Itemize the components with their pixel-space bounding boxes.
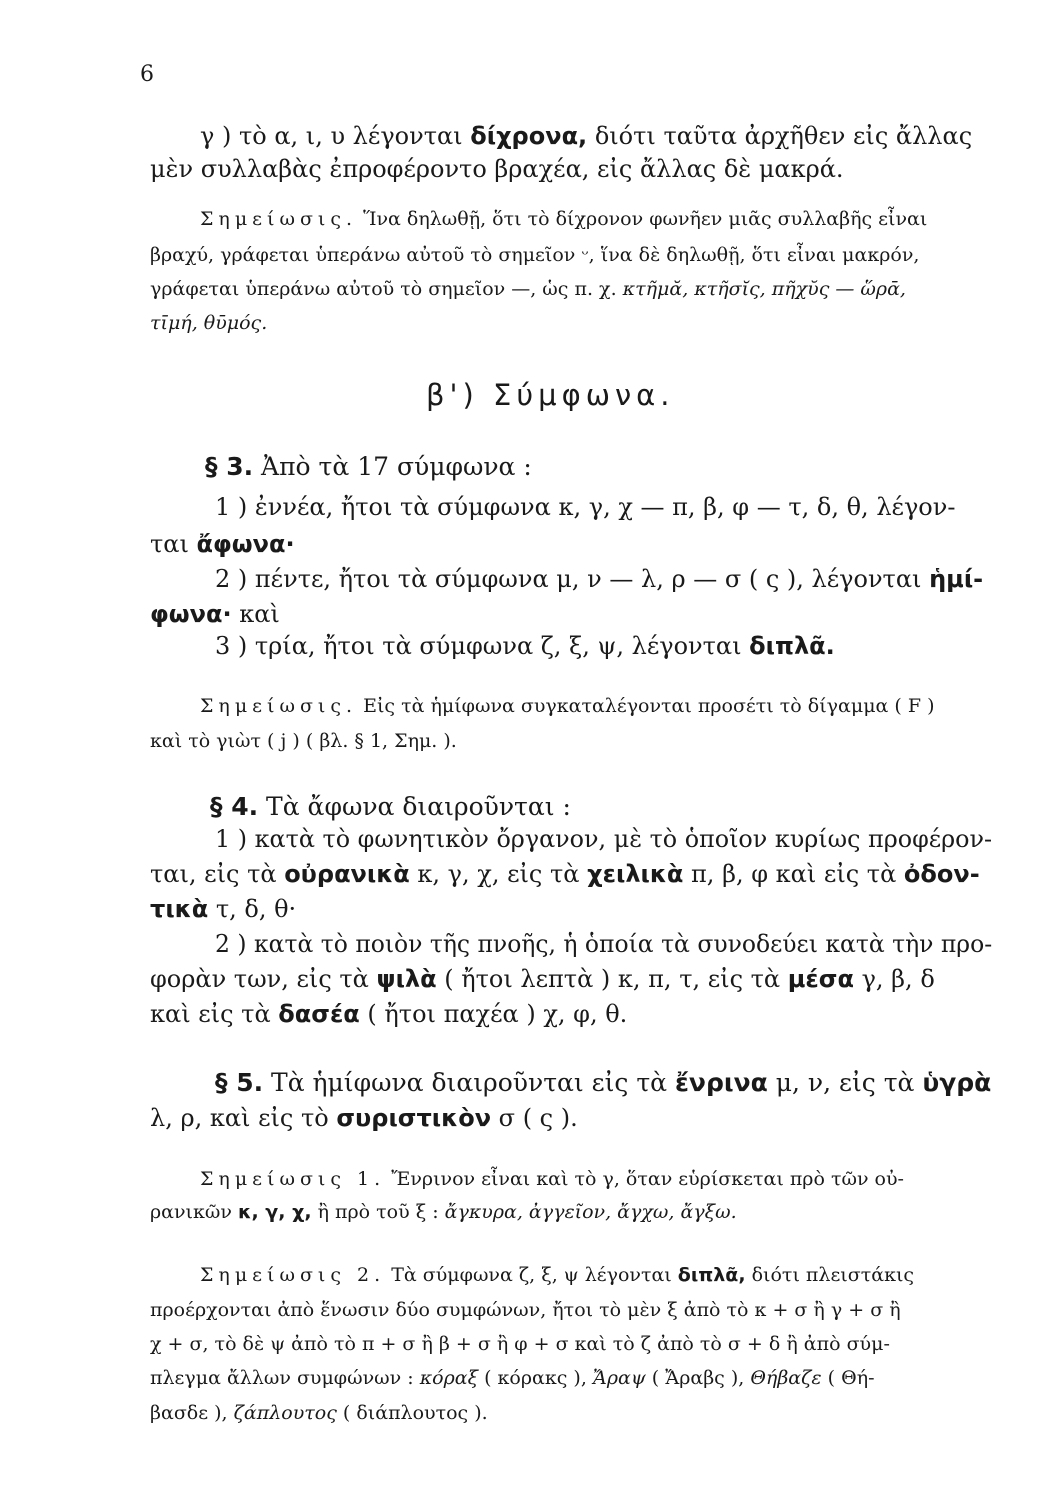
- section3-item1: 1 ) ἐννέα, ἤτοι τὰ σύμφωνα κ, γ, χ — π, β, φ — τ, δ, θ, λέγον-: [215, 493, 956, 521]
- section3-item1-cont: ται ἄφωνα·: [150, 530, 295, 558]
- page-number: 6: [140, 62, 154, 87]
- term-cheilika: χειλικὰ: [587, 860, 684, 888]
- term-odontika: ὀδον-: [903, 860, 980, 888]
- term-dipla: διπλᾶ.: [749, 632, 835, 660]
- note-label: Σημείωσις.: [200, 695, 358, 717]
- note1-line-4: τῑμή, θῡμός.: [150, 312, 268, 334]
- term-aphona: ἄφωνα·: [196, 530, 295, 558]
- section4-line-5: φορὰν των, εἰς τὰ ψιλὰ ( ἤτοι λεπτὰ ) κ, π, τ, εἰς τὰ μέσα γ, β, δ: [150, 965, 935, 993]
- note2-line-2: καὶ τὸ γιὼτ ( j ) ( βλ. § 1, Σημ. ).: [150, 730, 457, 752]
- section3-item2-cont: φωνα· καὶ: [150, 600, 280, 628]
- note4-line-1: Σημείωσις 2. Τὰ σύμφωνα ζ, ξ, ψ λέγονται διπλᾶ, διότι πλειστάκις: [200, 1264, 915, 1286]
- paragraph-gamma-line-2: μὲν συλλαβὰς ἐπροφέροντο βραχέα, εἰς ἄλλας δὲ μακρά.: [150, 155, 844, 183]
- note4-line-2: προέρχονται ἀπὸ ἕνωσιν δύο συμφώνων, ἤτοι τὸ μὲν ξ ἀπὸ τὸ κ + σ ἢ γ + σ ἢ: [150, 1299, 901, 1321]
- section4-line-1: 1 ) κατὰ τὸ φωνητικὸν ὄργανον, μὲ τὸ ὁποῖον κυρίως προφέρον-: [215, 825, 993, 853]
- term-dichrona: δίχρονα,: [470, 122, 588, 150]
- note-label: Σημείωσις 1.: [200, 1168, 386, 1190]
- section-number: § 5.: [215, 1068, 264, 1097]
- note1-line-3: γράφεται ὑπεράνω αὐτοῦ τὸ σημεῖον —, ὡς π. χ. κτῆμᾰ, κτῆσῐς, πῆχῠς — ὥρᾱ,: [150, 278, 906, 300]
- note-label: Σημείωσις.: [200, 208, 358, 230]
- term-mesa: μέσα: [787, 965, 854, 993]
- section-heading: β') Σύμφωνα.: [426, 378, 675, 412]
- note3-line-1: Σημείωσις 1. Ἔνρινον εἶναι καὶ τὸ γ, ὅταν εὑρίσκεται πρὸ τῶν οὐ-: [200, 1168, 904, 1190]
- term-ouranika: οὐρανικὰ: [284, 860, 410, 888]
- note-label: Σημείωσις 2.: [200, 1264, 386, 1286]
- section4-line-3: τικὰ τ, δ, θ·: [150, 895, 297, 923]
- note3-line-2: ρανικῶν κ, γ, χ, ἢ πρὸ τοῦ ξ : ἄγκυρα, ἀγγεῖον, ἄγχω, ἄγξω.: [150, 1201, 737, 1223]
- section3-title: § 3. Ἀπὸ τὰ 17 σύμφωνα :: [205, 452, 532, 481]
- note1-line-2: βραχύ, γράφεται ὑπεράνω αὐτοῦ τὸ σημεῖον ᵕ, ἵνα δὲ δηλωθῇ, ὅτι εἶναι μακρόν,: [150, 244, 920, 266]
- note4-line-4: πλεγμα ἄλλων συμφώνων : κόραξ ( κόρακς ), Ἄραψ ( Ἄραβς ), Θήβαζε ( Θή-: [150, 1367, 875, 1389]
- section4-line-2: ται, εἰς τὰ οὐρανικὰ κ, γ, χ, εἰς τὰ χειλικὰ π, β, φ καὶ εἰς τὰ ὀδον-: [150, 860, 980, 888]
- note1-line-1: Σημείωσις. Ἵνα δηλωθῇ, ὅτι τὸ δίχρονον φωνῆεν μιᾶς συλλαβῆς εἶναι: [200, 208, 928, 230]
- section4-line-4: 2 ) κατὰ τὸ ποιὸν τῆς πνοῆς, ἡ ὁποία τὰ συνοδεύει κατὰ τὴν προ-: [215, 930, 993, 958]
- section5-line-2: λ, ρ, καὶ εἰς τὸ συριστικὸν σ ( ς ).: [150, 1104, 578, 1132]
- section-number: § 4.: [210, 792, 259, 821]
- note2-line-1: Σημείωσις. Εἰς τὰ ἡμίφωνα συγκαταλέγονται προσέτι τὸ δίγαμμα ( F ): [200, 695, 935, 717]
- term-hemiphona: ἡμί-: [929, 565, 984, 593]
- paragraph-gamma-line-1: γ ) τὸ α, ι, υ λέγονται δίχρονα, διότι ταῦτα ἀρχῆθεν εἰς ἄλλας: [200, 122, 973, 150]
- note4-line-5: βασδε ), ζάπλουτος ( διάπλουτος ).: [150, 1402, 488, 1424]
- section4-line-6: καὶ εἰς τὰ δασέα ( ἤτοι παχέα ) χ, φ, θ.: [150, 1000, 628, 1028]
- section3-item3: 3 ) τρία, ἤτοι τὰ σύμφωνα ζ, ξ, ψ, λέγονται διπλᾶ.: [215, 632, 835, 660]
- term-psila: ψιλὰ: [376, 965, 437, 993]
- section4-title: § 4. Τὰ ἄφωνα διαιροῦνται :: [210, 792, 571, 821]
- term-syristikon: συριστικὸν: [336, 1104, 492, 1132]
- term-hygra: ὑγρὰ: [922, 1068, 992, 1097]
- note4-line-3: χ + σ, τὸ δὲ ψ ἀπὸ τὸ π + σ ἢ β + σ ἢ φ + σ καὶ τὸ ζ ἀπὸ τὸ σ + δ ἢ ἀπὸ σύμ-: [150, 1333, 890, 1355]
- term-enrina: ἔνρινα: [675, 1068, 768, 1097]
- section-number: § 3.: [205, 452, 254, 481]
- section3-item2: 2 ) πέντε, ἤτοι τὰ σύμφωνα μ, ν — λ, ρ — σ ( ς ), λέγονται ἡμί-: [215, 565, 984, 593]
- section5-line-1: § 5. Τὰ ἡμίφωνα διαιροῦνται εἰς τὰ ἔνρινα μ, ν, εἰς τὰ ὑγρὰ: [215, 1068, 992, 1097]
- term-dasea: δασέα: [278, 1000, 360, 1028]
